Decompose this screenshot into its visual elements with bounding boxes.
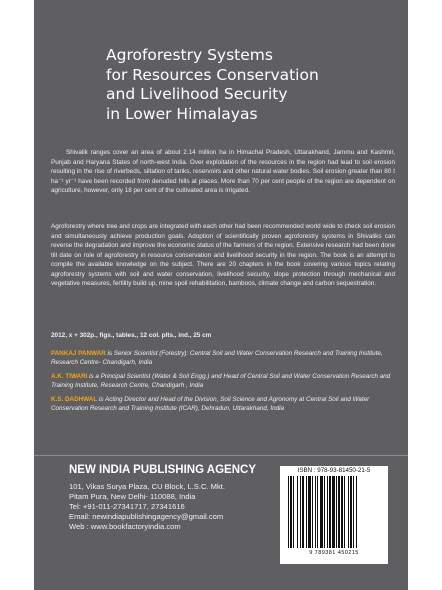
- barcode-box: [280, 466, 388, 564]
- title-line: in Lower Himalayas: [106, 104, 258, 123]
- author-bio: [51, 395, 395, 414]
- title-line: and Livelihood Security: [106, 85, 288, 103]
- book-title: [106, 46, 346, 124]
- address-line: Web : www.bookfactoryindia.com: [69, 522, 181, 531]
- book-specs: 2012, x + 302p., figs., tables., 12 col. plts., ind., 25 cm: [51, 332, 212, 339]
- author-bio: [51, 372, 395, 391]
- description-paragraph-1: Shivalik ranges cover an area of about 2.14 million ha in Himachal Pradesh, Uttarakhand, Jammu and Kashmir, Punjab and Haryana States of north-west India. Over exploitation of the resources in the region had lead to soil erosion resulting in the rise of riverbeds, siltation of tanks, reservoirs and other natural water bodies. Soil erosion greater than 80 t ha⁻¹ yr⁻¹ have been recorded from denuded hills at places. More than 70 per cent people of the region are dependent on agriculture, however, only 18 per cent of the cultivated area is irrigated.: [51, 149, 395, 194]
- back-cover: [34, 0, 408, 590]
- publisher-name: NEW INDIA PUBLISHING AGENCY: [69, 464, 256, 476]
- barcode-icon: [288, 476, 380, 548]
- author-name: A.K. TIWARI: [51, 373, 88, 380]
- description-paragraph-2: Agroforestry where tree and crops are integrated with each other had been recommended world wide to check soil erosion and simultaneously achieve production goals. Adoption of scientifically proven agroforestry systems in Shivaliks can reverse the degradation and improve the economic status of the farmers of the region. Extensive research had been done till date on role of agroforestry in resource conservation and livelihood security in the region. The book is an attempt to compile the available knowledge on the subject. There are 20 chapters in the book covering various topics relating agroforestry systems with soil and water conservation, livelihood security, slope protection through mechanical and vegetative measures, fertility build up, mine spoil rehabilitation, bamboos, climate change and carbon sequestration.: [51, 223, 395, 287]
- address-line: Pitam Pura, New Delhi- 110088, India: [69, 492, 196, 501]
- author-bio: [51, 349, 395, 368]
- author-name: K.S. DADHWAL: [51, 396, 98, 403]
- divider: [34, 455, 408, 456]
- address-line: 101, Vikas Surya Plaza, CU Block, L.S.C. Mkt.: [69, 482, 226, 491]
- author-description: is a Principal Scientist (Water & Soil Engg.) and Head of Central Soil and Water Conservation Research and Training Institute, Research Centre, Chandigarh , India: [51, 373, 391, 390]
- barcode-number: 9 789381 450215: [309, 550, 359, 556]
- author-description: is Acting Director and Head of the Division, Soil Science and Agronomy at Central Soil and Water Conservation Research and Training Institute (ICAR), Dehradun, Uttarakhand, India: [51, 396, 370, 413]
- isbn-label: ISBN : 978-93-81450-21-5: [297, 467, 371, 474]
- author-name: PANKAJ PANWAR: [51, 350, 106, 357]
- address-line: Email: newindiapublishingagency@gmail.com: [69, 512, 224, 521]
- title-line: for Resources Conservation: [106, 65, 319, 84]
- address-line: Tel: +91-011-27341717, 27341616: [69, 502, 185, 511]
- title-line: Agroforestry Systems: [106, 46, 273, 64]
- author-description: is Senior Scientist (Forestry): Central Soil and Water Conservation Research and Training Institute, Research Centre- Chandigarh, India: [51, 350, 383, 367]
